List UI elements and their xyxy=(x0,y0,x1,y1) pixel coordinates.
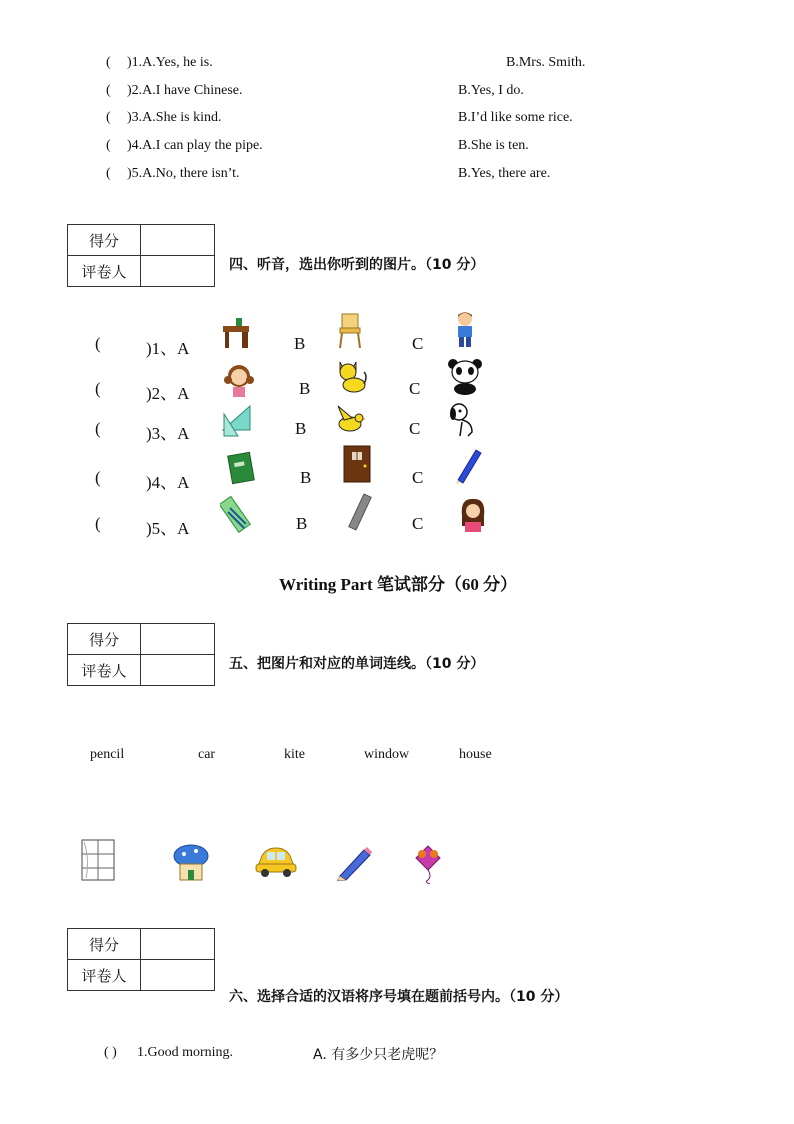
section6-title: 六、选择合适的汉语将序号填在题前括号内。（10 分） xyxy=(229,989,569,1005)
book-icon[interactable] xyxy=(224,448,258,488)
word-kite[interactable]: kite xyxy=(284,747,305,762)
pencil-icon[interactable] xyxy=(334,844,374,882)
s4-option-c-4: C xyxy=(412,468,424,487)
s4-open-paren-2: ( xyxy=(95,379,101,398)
s4-option-b-2: B xyxy=(299,379,311,398)
s3-option-b-5: B.Yes, there are. xyxy=(458,166,551,181)
pen-icon[interactable] xyxy=(450,444,484,484)
grader-cell[interactable] xyxy=(141,960,215,991)
grader-cell[interactable] xyxy=(141,655,215,686)
s6-question-1: 1.Good morning. xyxy=(137,1045,234,1060)
s4-label-5: )5、A xyxy=(146,519,190,538)
s4-label-1: )1、A xyxy=(146,339,190,358)
s6-paren-1[interactable]: ( ) xyxy=(104,1045,117,1060)
word-house[interactable]: house xyxy=(459,747,492,762)
s4-option-b-4: B xyxy=(300,468,312,487)
s3-num-3: )3.A.She is kind. xyxy=(127,110,222,125)
s3-option-b-4: B.She is ten. xyxy=(458,138,529,153)
kite-icon[interactable] xyxy=(410,842,446,884)
s4-label-2: )2、A xyxy=(146,384,190,403)
s3-paren-1: ( xyxy=(106,55,111,70)
s4-option-c-3: C xyxy=(409,419,421,438)
score-label: 得分 xyxy=(68,225,141,256)
s3-num-5: )5.A.No, there isn’t. xyxy=(127,166,240,181)
s6-option-a: A. 有多少只老虎呢？ xyxy=(313,1047,444,1063)
dog-icon[interactable] xyxy=(446,400,480,440)
score-cell[interactable] xyxy=(141,225,215,256)
s3-paren-2: ( xyxy=(106,83,111,98)
word-window[interactable]: window xyxy=(364,747,410,762)
boy-icon[interactable] xyxy=(448,310,482,350)
car-icon[interactable] xyxy=(254,844,298,878)
s3-option-b-1: B.Mrs. Smith. xyxy=(506,55,586,70)
eraser-icon[interactable] xyxy=(344,492,378,532)
score-box-section6 xyxy=(67,928,215,991)
girl-icon[interactable] xyxy=(222,360,256,400)
bird-icon[interactable] xyxy=(332,400,366,440)
score-box-section5 xyxy=(67,623,215,686)
s4-open-paren-5: ( xyxy=(95,514,101,533)
grader-cell[interactable] xyxy=(141,256,215,287)
woman-icon[interactable] xyxy=(456,496,490,536)
s4-label-4: )4、A xyxy=(146,473,190,492)
s3-paren-4: ( xyxy=(106,138,111,153)
s4-open-paren-1: ( xyxy=(95,334,101,353)
score-label: 得分 xyxy=(68,929,141,960)
s3-num-2: )2.A.I have Chinese. xyxy=(127,83,243,98)
word-pencil[interactable]: pencil xyxy=(90,747,125,762)
s4-option-c-5: C xyxy=(412,514,424,533)
s3-paren-3: ( xyxy=(106,110,111,125)
house-icon[interactable] xyxy=(172,842,210,882)
word-car[interactable]: car xyxy=(198,747,216,762)
grader-label: 评卷人 xyxy=(68,960,141,991)
s4-option-b-3: B xyxy=(295,419,307,438)
s4-option-c-1: C xyxy=(412,334,424,353)
panda-icon[interactable] xyxy=(446,356,484,396)
writing-part-title: Writing Part 笔试部分（60 分） xyxy=(279,575,518,594)
window-icon[interactable] xyxy=(80,838,116,882)
s3-num-4: )4.A.I can play the pipe. xyxy=(127,138,263,153)
s3-option-b-3: B.I’d like some rice. xyxy=(458,110,573,125)
s3-num-1: )1.A.Yes, he is. xyxy=(127,55,213,70)
s4-option-c-2: C xyxy=(409,379,421,398)
s3-paren-5: ( xyxy=(106,166,111,181)
s4-option-b-1: B xyxy=(294,334,306,353)
chair-icon[interactable] xyxy=(332,310,366,350)
door-icon[interactable] xyxy=(340,444,374,484)
s4-label-3: )3、A xyxy=(146,424,190,443)
score-label: 得分 xyxy=(68,624,141,655)
cat-icon[interactable] xyxy=(334,356,368,396)
section5-title: 五、把图片和对应的单词连线。（10 分） xyxy=(229,656,485,672)
s4-open-paren-4: ( xyxy=(95,468,101,487)
score-cell[interactable] xyxy=(141,624,215,655)
s4-option-b-5: B xyxy=(296,514,308,533)
grader-label: 评卷人 xyxy=(68,256,141,287)
desk-icon[interactable] xyxy=(220,312,254,352)
ruler-set-icon[interactable] xyxy=(220,400,254,440)
s3-option-b-2: B.Yes, I do. xyxy=(458,83,524,98)
pencil-box-icon[interactable] xyxy=(220,494,254,534)
s4-open-paren-3: ( xyxy=(95,419,101,438)
score-box-section4 xyxy=(67,224,215,287)
score-cell[interactable] xyxy=(141,929,215,960)
grader-label: 评卷人 xyxy=(68,655,141,686)
section4-title: 四、听音，选出你听到的图片。（10 分） xyxy=(229,257,485,273)
